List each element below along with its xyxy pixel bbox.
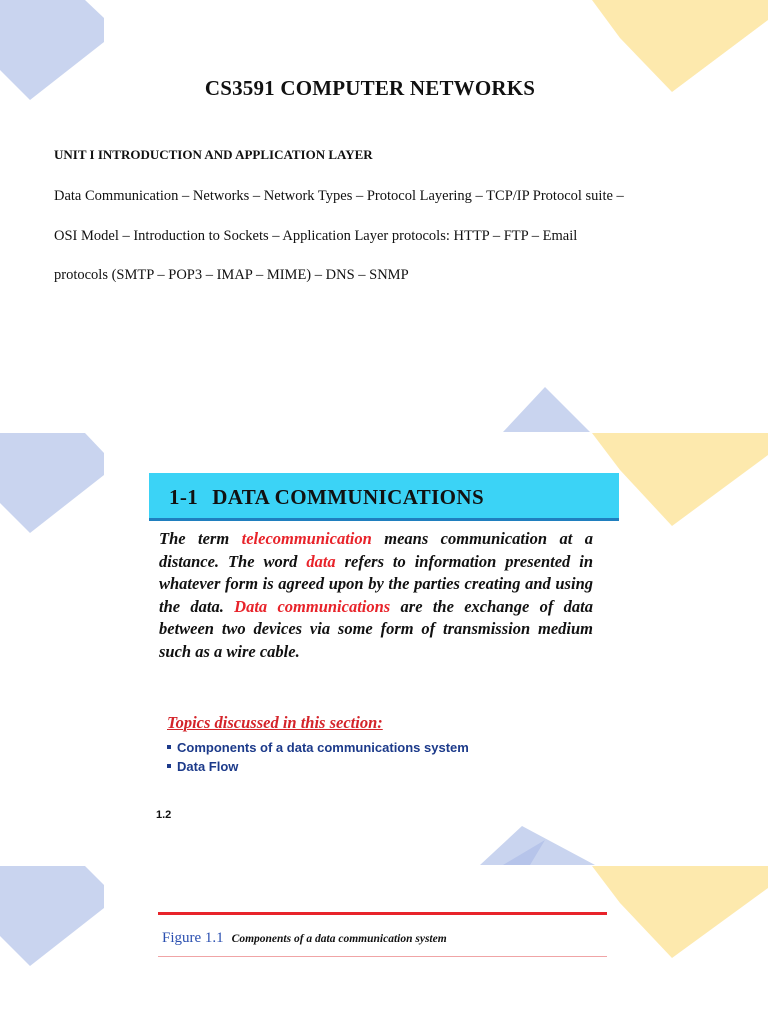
list-item	[167, 738, 469, 757]
body-text: refers to information presented in whatever form is agreed upon by the parties creating and using the data.	[159, 551, 593, 616]
square-bullet-icon	[167, 745, 171, 749]
topics-title: Topics discussed in this section:	[167, 713, 383, 732]
deco-blue-shape	[0, 433, 104, 533]
square-bullet-icon	[167, 764, 171, 768]
topics-list	[167, 738, 469, 776]
syllabus-line: protocols (SMTP – POP3 – IMAP – MIME) – DNS – SNMP	[54, 267, 409, 283]
deco-yellow-shape	[592, 866, 768, 958]
list-item	[167, 757, 469, 776]
unit-heading: UNIT I INTRODUCTION AND APPLICATION LAYER	[54, 147, 373, 162]
highlight-term: telecommunication	[241, 529, 372, 548]
body-text: are the exchange of data between two devices via some form of transmission medium such as a wire cable.	[159, 596, 593, 661]
deco-blue-shape	[503, 840, 545, 865]
slide-number: 1.2	[156, 809, 172, 821]
figure-caption	[162, 930, 447, 947]
divider	[158, 956, 607, 957]
highlight-term: data	[306, 551, 336, 571]
deco-blue-shape	[0, 866, 104, 966]
figure-label: Figure 1.1	[162, 930, 224, 946]
deco-blue-shape	[503, 387, 590, 432]
document-title: CS3591 COMPUTER NETWORKS	[204, 76, 536, 100]
syllabus-line: Data Communication – Networks – Network Types – Protocol Layering – TCP/IP Protocol suite –	[54, 188, 624, 204]
slide-heading-band	[149, 473, 619, 521]
slide-heading-text: DATA COMMUNICATIONS	[212, 485, 485, 509]
list-item-text: Components of a data communications system	[177, 740, 469, 755]
slide-body-paragraph	[159, 528, 593, 663]
deco-blue-shape	[480, 826, 595, 865]
figure-caption-text: Components of a data communication system	[231, 933, 447, 945]
list-item-text: Data Flow	[177, 759, 239, 774]
slide-heading	[169, 485, 484, 510]
highlight-term: Data communications	[234, 596, 391, 616]
slide-heading-number: 1-1	[169, 485, 199, 509]
body-text: The term	[159, 529, 242, 548]
divider	[158, 912, 607, 915]
body-text: means communication at a distance. The word	[159, 529, 593, 571]
syllabus-line: OSI Model – Introduction to Sockets – Application Layer protocols: HTTP – FTP – Email	[54, 228, 578, 244]
